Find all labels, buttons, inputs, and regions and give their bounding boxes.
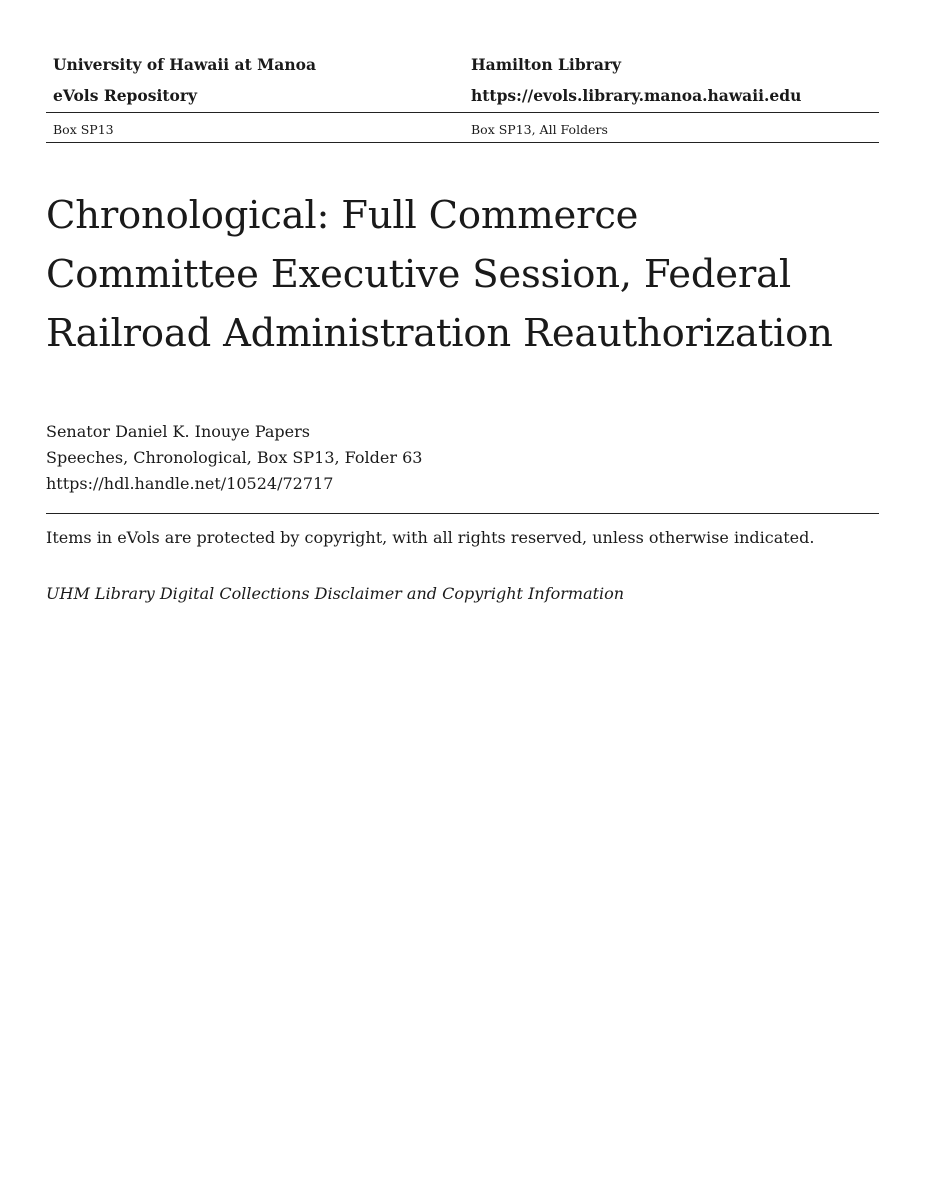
handle-link[interactable]: https://hdl.handle.net/10524/72717 (46, 474, 334, 493)
disclaimer-link[interactable]: UHM Library Digital Collections Disclaimer and Copyright Information (46, 584, 625, 603)
repository-url[interactable]: https://evols.library.manoa.hawaii.edu (471, 86, 802, 105)
box-label: Box SP13 (53, 122, 114, 137)
box-row (46, 113, 879, 142)
title-line: Railroad Administration Reauthorization (46, 311, 833, 356)
content-divider (46, 513, 879, 514)
repository-name: eVols Repository (53, 86, 198, 105)
title-line: Committee Executive Session, Federal (46, 252, 791, 297)
institution-name: University of Hawaii at Manoa (53, 55, 316, 74)
header-row-2 (46, 81, 879, 112)
metadata-block (46, 419, 879, 497)
header-row-1 (46, 50, 879, 81)
box-folders-label: Box SP13, All Folders (471, 122, 608, 137)
collection-name: Senator Daniel K. Inouye Papers (46, 422, 310, 441)
library-name: Hamilton Library (471, 55, 622, 74)
header-divider-bottom (46, 142, 879, 143)
rights-statement: Items in eVols are protected by copyright, with all rights reserved, unless otherwise indicated. (46, 528, 815, 547)
page-title (46, 186, 881, 363)
title-line: Chronological: Full Commerce (46, 193, 639, 238)
folder-location: Speeches, Chronological, Box SP13, Folder 63 (46, 448, 423, 467)
header-block (46, 50, 879, 143)
